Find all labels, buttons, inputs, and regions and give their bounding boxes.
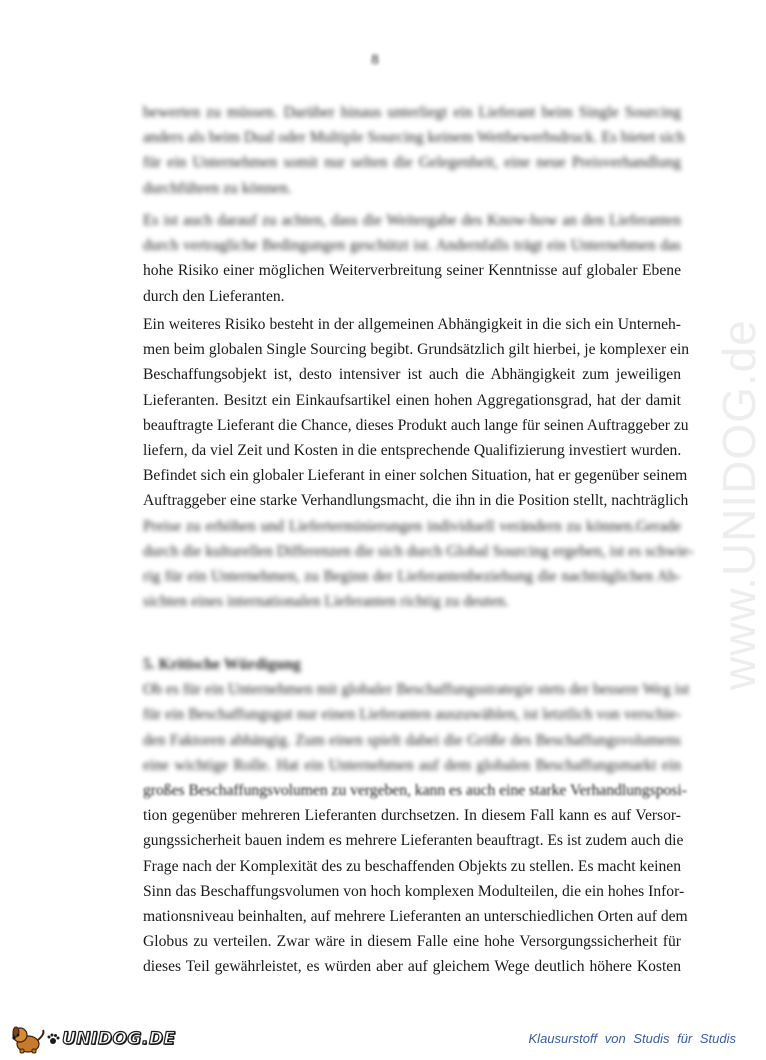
text-line: Befindet sich ein globaler Lieferant in einer solchen Situation, hat er gegenüber seinem bbox=[143, 467, 688, 485]
text-line: durch die kulturellen Differenzen die sich durch Global Sourcing ergeben, ist es schwie- bbox=[143, 542, 694, 560]
page-number: 8 bbox=[371, 52, 379, 68]
unidog-logo[interactable] bbox=[8, 1024, 176, 1054]
text-line: sichten eines internationalen Lieferanten richtig zu deuten. bbox=[143, 593, 509, 611]
watermark: www.UNIDOG.de bbox=[713, 319, 765, 690]
text-line: durch vertragliche Bedingungen geschützt ist. Andernfalls trägt ein Unternehmen das bbox=[143, 237, 681, 255]
section-5 bbox=[143, 652, 690, 979]
text-line: Ob es für ein Unternehmen mit globaler Beschaffungsstrategie stets der bessere Weg ist bbox=[143, 681, 690, 699]
text-line: gungssicherheit bauen indem es mehrere Lieferanten beauftragt. Es ist zudem auch die bbox=[143, 832, 684, 850]
text-line: men beim globalen Single Sourcing begibt. Grundsätzlich gilt hierbei, je komplexer ein bbox=[143, 341, 690, 359]
text-line: beauftragte Lieferant die Chance, dieses Produkt auch lange für seinen Auftraggeber zu bbox=[143, 416, 689, 434]
text-line: Es ist auch darauf zu achten, dass die Weitergabe des Know-how an den Lieferanten bbox=[143, 212, 681, 229]
text-line: durchführen zu können. bbox=[143, 179, 292, 197]
text-line: mationsniveau beinhalten, auf mehrere Lieferanten an unterschiedlichen Orten auf dem bbox=[143, 907, 688, 925]
paw-icon bbox=[46, 1032, 60, 1046]
text-line: bewerten zu müssen. Darüber hinaus unterliegt ein Lieferant beim Single Sourcing bbox=[143, 104, 681, 121]
paragraph-2 bbox=[143, 208, 681, 309]
text-line: Preise zu erhöhen und Lieferterminierungen individuell verändern zu können.Gerade bbox=[143, 517, 681, 535]
text-line: hohe Risiko einer möglichen Weiterverbreitung seiner Kenntnisse auf globaler Ebene bbox=[143, 262, 681, 280]
text-line: den Faktoren abhängig. Zum einen spielt dabei die Größe des Beschaffungsvolumens bbox=[143, 731, 681, 749]
text-line: dieses Teil gewährleistet, es würden aber auf gleichem Wege deutlich höhere Kosten bbox=[143, 958, 681, 976]
text-line: für ein Unternehmen somit nur selten die Gelegenheit, eine neue Preisverhandlung bbox=[143, 154, 681, 172]
text-line: großes Beschaffungsvolumen zu vergeben, kann es auch eine starke Verhandlungsposi- bbox=[143, 781, 687, 799]
logo-text: UNIDOG.DE bbox=[62, 1029, 176, 1049]
text-line: Beschaffungsobjekt ist, desto intensiver ist auch die Abhängigkeit zum jeweiligen bbox=[143, 366, 681, 384]
text-line: eine wichtige Rolle. Hat ein Unternehmen auf dem globalen Beschaffungsmarkt ein bbox=[143, 756, 681, 774]
paragraph-3 bbox=[143, 312, 694, 614]
footer-slogan: Klausurstoff von Studis für Studis bbox=[528, 1031, 736, 1046]
text-line: Auftraggeber eine starke Verhandlungsmacht, die ihn in die Position stellt, nachträglich bbox=[143, 492, 689, 510]
text-line: tion gegenüber mehreren Lieferanten durchsetzen. In diesem Fall kann es auf Versor- bbox=[143, 807, 681, 825]
text-line: Globus zu verteilen. Zwar wäre in diesem Falle eine hohe Versorgungssicherheit für bbox=[143, 933, 681, 951]
dog-icon bbox=[8, 1024, 48, 1054]
text-line: Sinn das Beschaffungsvolumen von hoch komplexen Modulteilen, die ein hohes Infor- bbox=[143, 882, 685, 900]
text-line: durch den Lieferanten. bbox=[143, 287, 285, 305]
text-line: liefern, da viel Zeit und Kosten in die entsprechende Qualifizierung investiert wurden. bbox=[143, 441, 682, 459]
text-line: Lieferanten. Besitzt ein Einkaufsartikel einen hohen Aggregationsgrad, hat der damit bbox=[143, 391, 681, 409]
text-line: rig für ein Unternehmen, zu Beginn der Lieferantenbeziehung die nachträglichen Ab- bbox=[143, 567, 681, 585]
text-line: Frage nach der Komplexität des zu beschaffenden Objekts zu stellen. Es macht keinen bbox=[143, 857, 681, 875]
section-heading: 5. Kritische Würdigung bbox=[143, 656, 301, 673]
text-line: anders als beim Dual oder Multiple Sourcing keinem Wettbewerbsdruck. Es bietet sich bbox=[143, 129, 685, 147]
text-line: für ein Beschaffungsgut nur einen Lieferanten auszuwählen, ist letztlich von verschie- bbox=[143, 706, 681, 724]
text-line: Ein weiteres Risiko besteht in der allgemeinen Abhängigkeit in die sich ein Unterneh- bbox=[143, 316, 681, 333]
paragraph-1 bbox=[143, 100, 685, 201]
